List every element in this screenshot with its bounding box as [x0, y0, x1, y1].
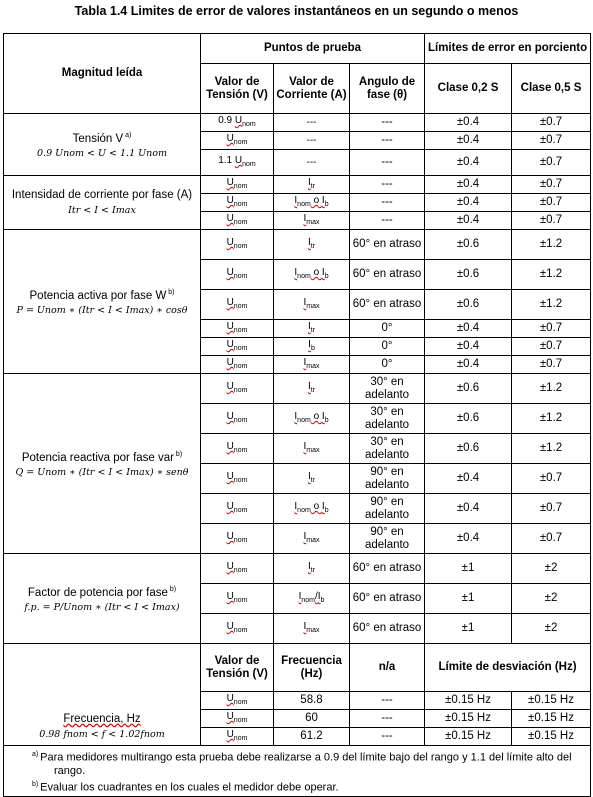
tension-cell	[201, 176, 274, 194]
corriente-cell	[274, 524, 350, 554]
tension-cell-value: $U_{nom}$	[226, 561, 248, 574]
header-limite-desviacion: Límite de desviación (Hz)	[425, 644, 591, 692]
tension-cell-value: $U_{nom}$	[226, 213, 248, 226]
tension-cell	[201, 434, 274, 464]
corriente-cell-value: $I_{max}$	[303, 531, 320, 544]
header-angulo: Angulo de fase (θ)	[350, 64, 425, 114]
tension-cell	[201, 584, 274, 614]
tension-cell-value: 0.9 $U_{nom}$	[218, 115, 256, 128]
corriente-cell-value: $I_{nom}$ o $I_b$	[294, 267, 329, 280]
clase05-cell: ±0.7	[512, 212, 591, 230]
clase05-cell: ±0.7	[512, 114, 591, 132]
corriente-cell-value: $I_{tr}$	[307, 237, 316, 250]
angulo-cell: 60° en atraso	[350, 554, 425, 584]
clase02-cell: ±1	[425, 614, 512, 644]
corriente-cell-value: $I_b$	[308, 339, 315, 352]
magnitud-cell-3	[4, 374, 201, 554]
table-row	[4, 554, 591, 584]
angulo-cell: ---	[350, 114, 425, 132]
header-limites: Límites de error en porciento	[425, 34, 591, 64]
angulo-cell: 0°	[350, 356, 425, 374]
tension-cell	[201, 554, 274, 584]
clase02-cell: ±0.4	[425, 132, 512, 150]
magnitud-footnote-mark: b)	[173, 450, 183, 458]
clase05-cell: ±1.2	[512, 290, 591, 320]
magnitud-label: Frecuencia, Hz	[63, 713, 141, 725]
clase02-cell: ±0.4	[425, 524, 512, 554]
magnitud-formula: 0.9 Unom < U < 1.1 Unom	[37, 148, 167, 160]
tension-cell-value: $U_{nom}$	[226, 501, 248, 514]
magnitud-footnote-mark: a)	[123, 131, 132, 139]
corriente-cell-value: $I_{max}$	[303, 441, 320, 454]
tension-cell	[201, 338, 274, 356]
clase05-cell: ±1.2	[512, 230, 591, 260]
clase05-cell: ±2	[512, 554, 591, 584]
corriente-cell-value: $I_{nom}$ o $I_b$	[294, 411, 329, 424]
clase02-cell: ±0.4	[425, 494, 512, 524]
angulo-cell: ---	[350, 212, 425, 230]
corriente-cell-value: $I_{max}$	[303, 621, 320, 634]
freq-header-row	[4, 644, 591, 692]
tension-cell	[201, 356, 274, 374]
corriente-cell-value: $I_{nom}/I_b$	[298, 591, 325, 604]
tension-cell-value: $U_{nom}$	[226, 177, 248, 190]
clase05-cell: ±0.7	[512, 194, 591, 212]
tension-cell	[201, 290, 274, 320]
corriente-cell	[274, 290, 350, 320]
clase02-cell: ±0.4	[425, 176, 512, 194]
table-row	[4, 114, 591, 132]
header-corriente: Valor de Corriente (A)	[274, 64, 350, 114]
header-na: n/a	[350, 644, 425, 692]
clase05-cell: ±0.7	[512, 176, 591, 194]
clase05-cell: ±0.7	[512, 494, 591, 524]
angulo-cell: 30° en adelanto	[350, 374, 425, 404]
angulo-cell: ---	[350, 194, 425, 212]
corriente-cell	[274, 230, 350, 260]
tension-cell-value: $U_{nom}$	[226, 339, 248, 352]
angulo-cell: ---	[350, 132, 425, 150]
angulo-cell: 60° en atraso	[350, 614, 425, 644]
magnitud-label: Potencia reactiva por fase var	[21, 451, 174, 464]
tension-cell	[201, 692, 274, 710]
error-limits-table	[3, 33, 591, 797]
magnitud-cell-frecuencia	[4, 644, 201, 746]
tension-cell-value: $U_{nom}$	[226, 357, 248, 370]
tension-cell	[201, 114, 274, 132]
corriente-cell-value: $I_{max}$	[303, 357, 320, 370]
tension-cell	[201, 260, 274, 290]
frecuencia-cell: 58.8	[274, 692, 350, 710]
clase05-cell: ±1.2	[512, 404, 591, 434]
tension-cell-value: $U_{nom}$	[226, 729, 248, 742]
angulo-cell: 60° en atraso	[350, 230, 425, 260]
clase05-cell: ±0.7	[512, 150, 591, 176]
corriente-cell-value: $I_{max}$	[303, 213, 320, 226]
corriente-cell	[274, 150, 350, 176]
clase02-cell: ±0.4	[425, 114, 512, 132]
header-frecuencia: Frecuencia (Hz)	[274, 644, 350, 692]
corriente-cell	[274, 132, 350, 150]
tension-cell	[201, 320, 274, 338]
header-puntos: Puntos de prueba	[201, 34, 425, 64]
footnote-text: Evaluar los cuadrantes en los cuales el medidor debe operar.	[40, 781, 339, 794]
tension-cell	[201, 524, 274, 554]
angulo-cell: 90° en adelanto	[350, 464, 425, 494]
magnitud-cell-4	[4, 554, 201, 644]
magnitud-cell-2	[4, 230, 201, 374]
magnitud-formula: f.p. = P/Unom ∗ (Itr < I < Imax)	[24, 602, 180, 614]
corriente-cell	[274, 338, 350, 356]
tension-cell-value: $U_{nom}$	[226, 195, 248, 208]
corriente-cell	[274, 584, 350, 614]
footnotes	[4, 746, 591, 797]
corriente-cell	[274, 404, 350, 434]
magnitud-footnote-mark: b)	[167, 585, 177, 593]
tension-cell	[201, 404, 274, 434]
angulo-cell: 60° en atraso	[350, 584, 425, 614]
corriente-cell	[274, 260, 350, 290]
footnote-mark: a)	[32, 751, 41, 758]
corriente-cell	[274, 374, 350, 404]
tension-cell	[201, 728, 274, 746]
angulo-cell: ---	[350, 176, 425, 194]
corriente-cell	[274, 356, 350, 374]
corriente-cell	[274, 464, 350, 494]
angulo-cell: ---	[350, 150, 425, 176]
clase05-cell: ±2	[512, 584, 591, 614]
magnitud-label: Tensión V	[72, 132, 124, 145]
magnitud-label: Potencia activa por fase W	[29, 289, 167, 302]
magnitud-formula: Q = Unom ∗ (Itr < I < Imax) ∗ senθ	[15, 467, 189, 479]
corriente-cell	[274, 320, 350, 338]
clase02-cell: ±0.6	[425, 374, 512, 404]
tension-cell	[201, 132, 274, 150]
corriente-cell	[274, 176, 350, 194]
angulo-cell: 30° en adelanto	[350, 404, 425, 434]
corriente-cell	[274, 212, 350, 230]
na-cell: ---	[350, 728, 425, 746]
magnitud-footnote-mark: b)	[166, 288, 175, 296]
clase05-cell: ±0.15 Hz	[512, 710, 591, 728]
clase02-cell: ±0.15 Hz	[425, 710, 512, 728]
tension-cell	[201, 494, 274, 524]
header-tension: Valor de Tensión (V)	[201, 64, 274, 114]
tension-cell-value: $U_{nom}$	[226, 133, 248, 146]
footnote-2	[8, 778, 586, 795]
corriente-cell-value: ---	[306, 135, 317, 146]
magnitud-formula: 0.98 fnom < f < 1.02fnom	[39, 729, 165, 740]
tension-cell	[201, 374, 274, 404]
angulo-cell: 30° en adelanto	[350, 434, 425, 464]
corriente-cell-value: ---	[306, 157, 317, 168]
magnitud-formula: P = Unom ∗ (Itr < I < Imax) ∗ cosθ	[16, 305, 188, 317]
clase05-cell: ±0.7	[512, 524, 591, 554]
tension-cell	[201, 230, 274, 260]
table-row	[4, 374, 591, 404]
magnitud-label: Intensidad de corriente por fase (A)	[11, 188, 193, 201]
clase02-cell: ±0.15 Hz	[425, 692, 512, 710]
corriente-cell	[274, 114, 350, 132]
tension-cell	[201, 194, 274, 212]
header-freq-tension: Valor de Tensión (V)	[201, 644, 274, 692]
tension-cell-value: $U_{nom}$	[226, 531, 248, 544]
footnote-mark: b)	[32, 780, 41, 788]
tension-cell-value: $U_{nom}$	[226, 711, 248, 724]
tension-cell-value: 1.1 $U_{nom}$	[218, 155, 256, 168]
footnote-text: Para medidores multirango esta prueba debe realizarse a 0.9 del límite bajo del rango y 1.1 del límite alto del rango.	[40, 751, 572, 777]
clase02-cell: ±0.4	[425, 356, 512, 374]
header-magnitud: Magnitud leída	[4, 34, 201, 114]
tension-cell-value: $U_{nom}$	[226, 321, 248, 334]
clase05-cell: ±0.7	[512, 132, 591, 150]
tension-cell	[201, 710, 274, 728]
clase05-cell: ±0.7	[512, 338, 591, 356]
clase05-cell: ±2	[512, 614, 591, 644]
tension-cell-value: $U_{nom}$	[226, 441, 248, 454]
tension-cell-value: $U_{nom}$	[226, 693, 248, 706]
corriente-cell-value: $I_{max}$	[303, 297, 320, 310]
corriente-cell-value: $I_{tr}$	[307, 381, 316, 394]
table-row	[4, 176, 591, 194]
angulo-cell: 90° en adelanto	[350, 494, 425, 524]
table-caption: Tabla 1.4 Limites de error de valores instantáneos en un segundo o menos	[74, 4, 519, 18]
clase05-cell: ±1.2	[512, 374, 591, 404]
magnitud-formula: Itr < I < Imax	[68, 204, 136, 216]
magnitud-label: Factor de potencia por fase	[27, 586, 168, 599]
tension-cell	[201, 212, 274, 230]
clase02-cell: ±0.6	[425, 260, 512, 290]
notes-row	[4, 746, 591, 797]
angulo-cell: 0°	[350, 338, 425, 356]
magnitud-cell-1	[4, 176, 201, 230]
clase02-cell: ±0.4	[425, 464, 512, 494]
clase02-cell: ±0.4	[425, 194, 512, 212]
corriente-cell-value: ---	[306, 117, 317, 128]
corriente-cell-value: $I_{tr}$	[307, 321, 316, 334]
frecuencia-cell: 60	[274, 710, 350, 728]
clase02-cell: ±0.15 Hz	[425, 728, 512, 746]
angulo-cell: 60° en atraso	[350, 260, 425, 290]
clase02-cell: ±0.4	[425, 150, 512, 176]
tension-cell-value: $U_{nom}$	[226, 381, 248, 394]
header-clase02: Clase 0,2 S	[425, 64, 512, 114]
corriente-cell-value: $I_{tr}$	[307, 471, 316, 484]
tension-cell-value: $U_{nom}$	[226, 297, 248, 310]
clase02-cell: ±0.6	[425, 404, 512, 434]
tension-cell	[201, 614, 274, 644]
clase02-cell: ±0.4	[425, 320, 512, 338]
footnote-1	[8, 748, 586, 778]
clase05-cell: ±0.15 Hz	[512, 728, 591, 746]
table-row	[4, 230, 591, 260]
magnitud-cell-0	[4, 114, 201, 176]
corriente-cell-value: $I_{nom}$ o $I_b$	[294, 501, 329, 514]
corriente-cell	[274, 434, 350, 464]
clase05-cell: ±0.7	[512, 356, 591, 374]
tension-cell-value: $U_{nom}$	[226, 411, 248, 424]
clase05-cell: ±0.7	[512, 464, 591, 494]
clase02-cell: ±0.6	[425, 290, 512, 320]
na-cell: ---	[350, 692, 425, 710]
tension-cell	[201, 150, 274, 176]
tension-cell-value: $U_{nom}$	[226, 267, 248, 280]
clase02-cell: ±1	[425, 584, 512, 614]
tension-cell-value: $U_{nom}$	[226, 471, 248, 484]
clase02-cell: ±0.6	[425, 434, 512, 464]
na-cell: ---	[350, 710, 425, 728]
corriente-cell-value: $I_{tr}$	[307, 177, 316, 190]
corriente-cell	[274, 554, 350, 584]
clase02-cell: ±0.6	[425, 230, 512, 260]
angulo-cell: 0°	[350, 320, 425, 338]
corriente-cell-value: $I_{tr}$	[307, 561, 316, 574]
tension-cell-value: $U_{nom}$	[226, 237, 248, 250]
clase05-cell: ±1.2	[512, 434, 591, 464]
corriente-cell	[274, 614, 350, 644]
angulo-cell: 60° en atraso	[350, 290, 425, 320]
tension-cell-value: $U_{nom}$	[226, 621, 248, 634]
corriente-cell	[274, 194, 350, 212]
clase02-cell: ±0.4	[425, 212, 512, 230]
clase02-cell: ±1	[425, 554, 512, 584]
clase05-cell: ±0.7	[512, 320, 591, 338]
tension-cell-value: $U_{nom}$	[226, 591, 248, 604]
angulo-cell: 90° en adelanto	[350, 524, 425, 554]
tension-cell	[201, 464, 274, 494]
clase05-cell: ±0.15 Hz	[512, 692, 591, 710]
header-clase05: Clase 0,5 S	[512, 64, 591, 114]
clase02-cell: ±0.4	[425, 338, 512, 356]
frecuencia-cell: 61.2	[274, 728, 350, 746]
corriente-cell	[274, 494, 350, 524]
clase05-cell: ±1.2	[512, 260, 591, 290]
corriente-cell-value: $I_{nom}$ o $I_b$	[294, 195, 329, 208]
